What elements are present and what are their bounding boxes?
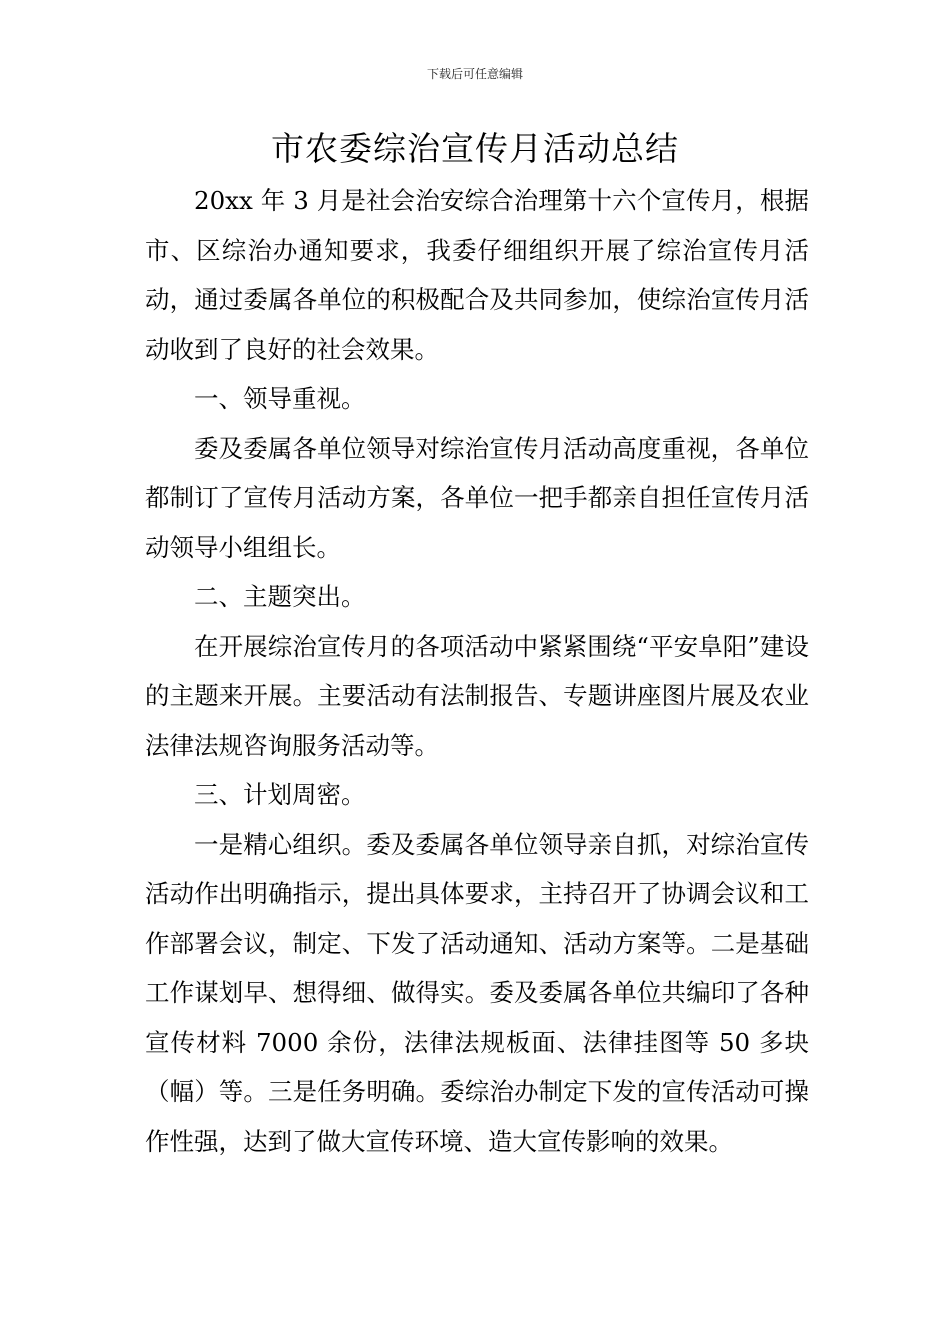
section-paragraph-2: 在开展综治宣传月的各项活动中紧紧围绕“平安阜阳”建设的主题来开展。主要活动有法制报告、专题讲座图片展及农业法律法规咨询服务活动等。: [145, 631, 809, 760]
header-note: 下载后可任意编辑: [426, 67, 523, 81]
section-paragraph-1: 委及委属各单位领导对综治宣传月活动高度重视，各单位都制订了宣传月活动方案，各单位一把手都亲自担任宣传月活动领导小组组长。: [145, 433, 809, 562]
document-title: 市农委综治宣传月活动总结: [271, 129, 679, 168]
section-heading-1: 一、领导重视。: [194, 384, 366, 413]
intro-paragraph: 20xx 年 3 月是社会治安综合治理第十六个宣传月，根据市、区综治办通知要求，我委仔细组织开展了综治宣传月活动，通过委属各单位的积极配合及共同参加，使综治宣传月活动收到了良好的社会效果。: [145, 186, 809, 364]
document-body: [145, 176, 809, 1166]
section-heading-3: 三、计划周密。: [194, 780, 366, 809]
section-paragraph-3: 一是精心组织。委及委属各单位领导亲自抓，对综治宣传活动作出明确指示，提出具体要求，主持召开了协调会议和工作部署会议，制定、下发了活动通知、活动方案等。二是基础工作谋划早、想得细、做得实。委及委属各单位共编印了各种宣传材料 7000 余份，法律法规板面、法律挂图等 50 多块（幅）等。三是任务明确。委综治办制定下发的宣传活动可操作性强，达到了做大宣传环境、造大宣传影响的效果。: [145, 829, 809, 1156]
section-heading-2: 二、主题突出。: [194, 582, 366, 611]
